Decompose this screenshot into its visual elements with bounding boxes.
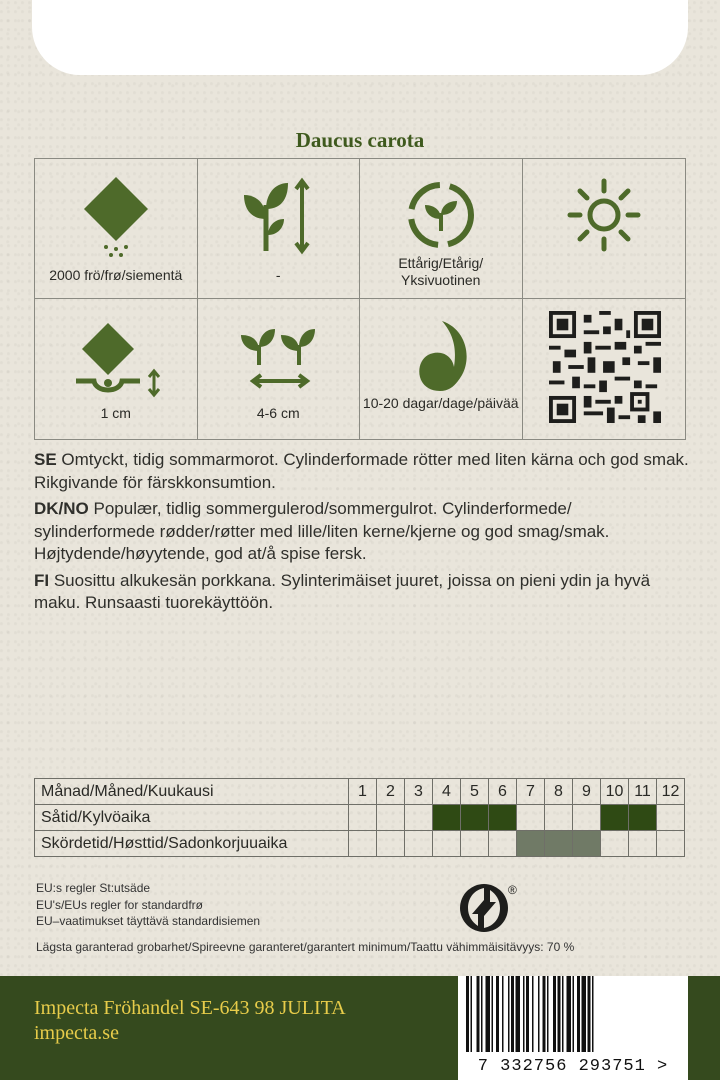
barcode-bar	[523, 976, 525, 1052]
plant-spacing-icon	[233, 319, 323, 399]
barcode-bars-icon	[458, 976, 688, 1056]
month-8: 8	[545, 779, 573, 805]
eu-rules-line-2: EU's/EUs regler for standardfrø	[36, 897, 204, 912]
month-10: 10	[601, 779, 629, 805]
month-11: 11	[629, 779, 657, 805]
harvest-month-cell	[433, 831, 461, 857]
footer-band	[0, 976, 720, 1080]
germination-cell	[360, 299, 523, 439]
sowing-depth-cell	[35, 299, 198, 439]
species-name: Daucus carota	[295, 128, 425, 152]
qr-code-icon[interactable]	[549, 311, 661, 423]
sowing-month-cell	[349, 805, 377, 831]
month-5: 5	[461, 779, 489, 805]
barcode-bar	[526, 976, 529, 1052]
eu-rules-line-1: EU:s regler St:utsäde	[36, 881, 151, 895]
harvest-month-cell	[377, 831, 405, 857]
harvest-month-cell	[629, 831, 657, 857]
lang-code-dkno: DK/NO	[34, 499, 89, 518]
sowing-calendar	[34, 778, 685, 857]
barcode-bar	[508, 976, 510, 1052]
description-dkno-text: Populær, tidlig sommergulerod/sommergulrot. Cylinderformede/ sylinderformede rødder/røtter med lille/liten kerne/kjerne og god smag/smak. Højtydende/høyytende, god at/å spise fersk.	[34, 499, 610, 563]
spacing-label: 4-6 cm	[256, 405, 300, 421]
barcode-bar	[502, 976, 504, 1052]
sowing-time-row	[35, 805, 685, 831]
barcode-bar	[516, 976, 521, 1052]
description-dkno	[34, 498, 690, 566]
barcode	[458, 976, 688, 1080]
icon-grid	[34, 158, 686, 440]
harvest-month-cell	[517, 831, 545, 857]
green-dot-recycle-icon	[458, 880, 528, 936]
month-12: 12	[657, 779, 685, 805]
registered-mark: ®	[508, 883, 517, 897]
harvest-month-cell	[601, 831, 629, 857]
description-fi	[34, 570, 690, 615]
calendar-header-label: Månad/Måned/Kuukausi	[35, 779, 349, 805]
plant-height-icon	[238, 175, 318, 255]
sowing-month-cell	[433, 805, 461, 831]
barcode-bar	[486, 976, 491, 1052]
height-cell	[198, 159, 361, 299]
company-address-block	[34, 996, 346, 1046]
description-se-text: Omtyckt, tidig sommarmorot. Cylinderformade rötter med liten kärna och god smak. Rikgivande för färskkonsumtion.	[34, 450, 689, 492]
harvest-month-cell	[573, 831, 601, 857]
germination-label: 10-20 dagar/dage/päivää	[362, 395, 519, 411]
sowing-depth-label: 1 cm	[100, 405, 131, 421]
harvest-month-cell	[657, 831, 685, 857]
barcode-bar	[471, 976, 473, 1052]
harvest-month-cell	[405, 831, 433, 857]
barcode-bar	[562, 976, 564, 1052]
sowing-month-cell	[601, 805, 629, 831]
annual-cycle-icon	[403, 177, 479, 253]
harvest-time-row	[35, 831, 685, 857]
barcode-bar	[588, 976, 591, 1052]
month-7: 7	[517, 779, 545, 805]
company-address: Impecta Fröhandel SE-643 98 JULITA	[34, 997, 346, 1019]
barcode-bar	[582, 976, 587, 1052]
barcode-bar	[538, 976, 540, 1052]
eu-rules	[36, 880, 260, 930]
sowing-month-cell	[629, 805, 657, 831]
sun-cell	[523, 159, 686, 299]
lang-code-se: SE	[34, 450, 57, 469]
month-9: 9	[573, 779, 601, 805]
barcode-bar	[532, 976, 534, 1052]
barcode-bar	[477, 976, 480, 1052]
lifecycle-cell	[360, 159, 523, 299]
hang-tab-cutout	[32, 0, 688, 75]
seed-count-cell	[35, 159, 198, 299]
sowing-time-label: Såtid/Kylvöaika	[35, 805, 349, 831]
month-2: 2	[377, 779, 405, 805]
lang-code-fi: FI	[34, 570, 50, 590]
lifecycle-label: Ettårig/Etårig/ Yksivuotinen	[398, 255, 484, 288]
sowing-month-cell	[517, 805, 545, 831]
sun-icon	[564, 175, 644, 255]
eu-rules-line-3: EU–vaatimukset täyttävä standardisiemen	[36, 914, 261, 928]
harvest-month-cell	[461, 831, 489, 857]
barcode-digits: 7 332756 293751 >	[477, 1057, 669, 1076]
month-4: 4	[433, 779, 461, 805]
month-6: 6	[489, 779, 517, 805]
barcode-bar	[511, 976, 514, 1052]
description-block	[34, 449, 690, 619]
barcode-bar	[481, 976, 483, 1052]
barcode-bar	[577, 976, 580, 1052]
qr-cell	[523, 299, 686, 439]
sowing-month-cell	[489, 805, 517, 831]
harvest-month-cell	[545, 831, 573, 857]
description-fi-text: Suosittu alkukesän porkkana. Sylinterimäiset juuret, joissa on pieni ydin ja hyvä maku. Runsaasti tuorekäyttöön.	[34, 570, 651, 612]
barcode-bar	[573, 976, 575, 1052]
barcode-bar	[492, 976, 494, 1052]
month-1: 1	[349, 779, 377, 805]
company-website[interactable]: impecta.se	[34, 1022, 119, 1044]
barcode-bar	[558, 976, 561, 1052]
description-se	[34, 449, 690, 494]
sowing-month-cell	[405, 805, 433, 831]
sowing-month-cell	[657, 805, 685, 831]
sprouting-seed-icon	[406, 313, 476, 393]
harvest-month-cell	[489, 831, 517, 857]
seed-count-label: 2000 frö/frø/siementä	[49, 267, 183, 283]
barcode-bar	[466, 976, 469, 1052]
calendar-header-row	[35, 779, 685, 805]
sowing-depth-icon	[66, 319, 166, 399]
spacing-cell	[198, 299, 361, 439]
barcode-bar	[496, 976, 499, 1052]
barcode-bar	[592, 976, 594, 1052]
sowing-month-cell	[377, 805, 405, 831]
sowing-month-cell	[545, 805, 573, 831]
month-3: 3	[405, 779, 433, 805]
germination-rate: Lägsta garanterad grobarhet/Spireevne garanteret/garantert minimum/Taattu vähimmäisitävyys: 70 %	[36, 940, 575, 954]
sowing-month-cell	[461, 805, 489, 831]
barcode-bar	[543, 976, 546, 1052]
barcode-bar	[547, 976, 549, 1052]
barcode-bar	[553, 976, 556, 1052]
harvest-time-label: Skördetid/Høsttid/Sadonkorjuuaika	[35, 831, 349, 857]
seed-packet-icon	[76, 171, 156, 261]
height-label: -	[275, 267, 281, 283]
harvest-month-cell	[349, 831, 377, 857]
barcode-bar	[567, 976, 572, 1052]
sowing-month-cell	[573, 805, 601, 831]
